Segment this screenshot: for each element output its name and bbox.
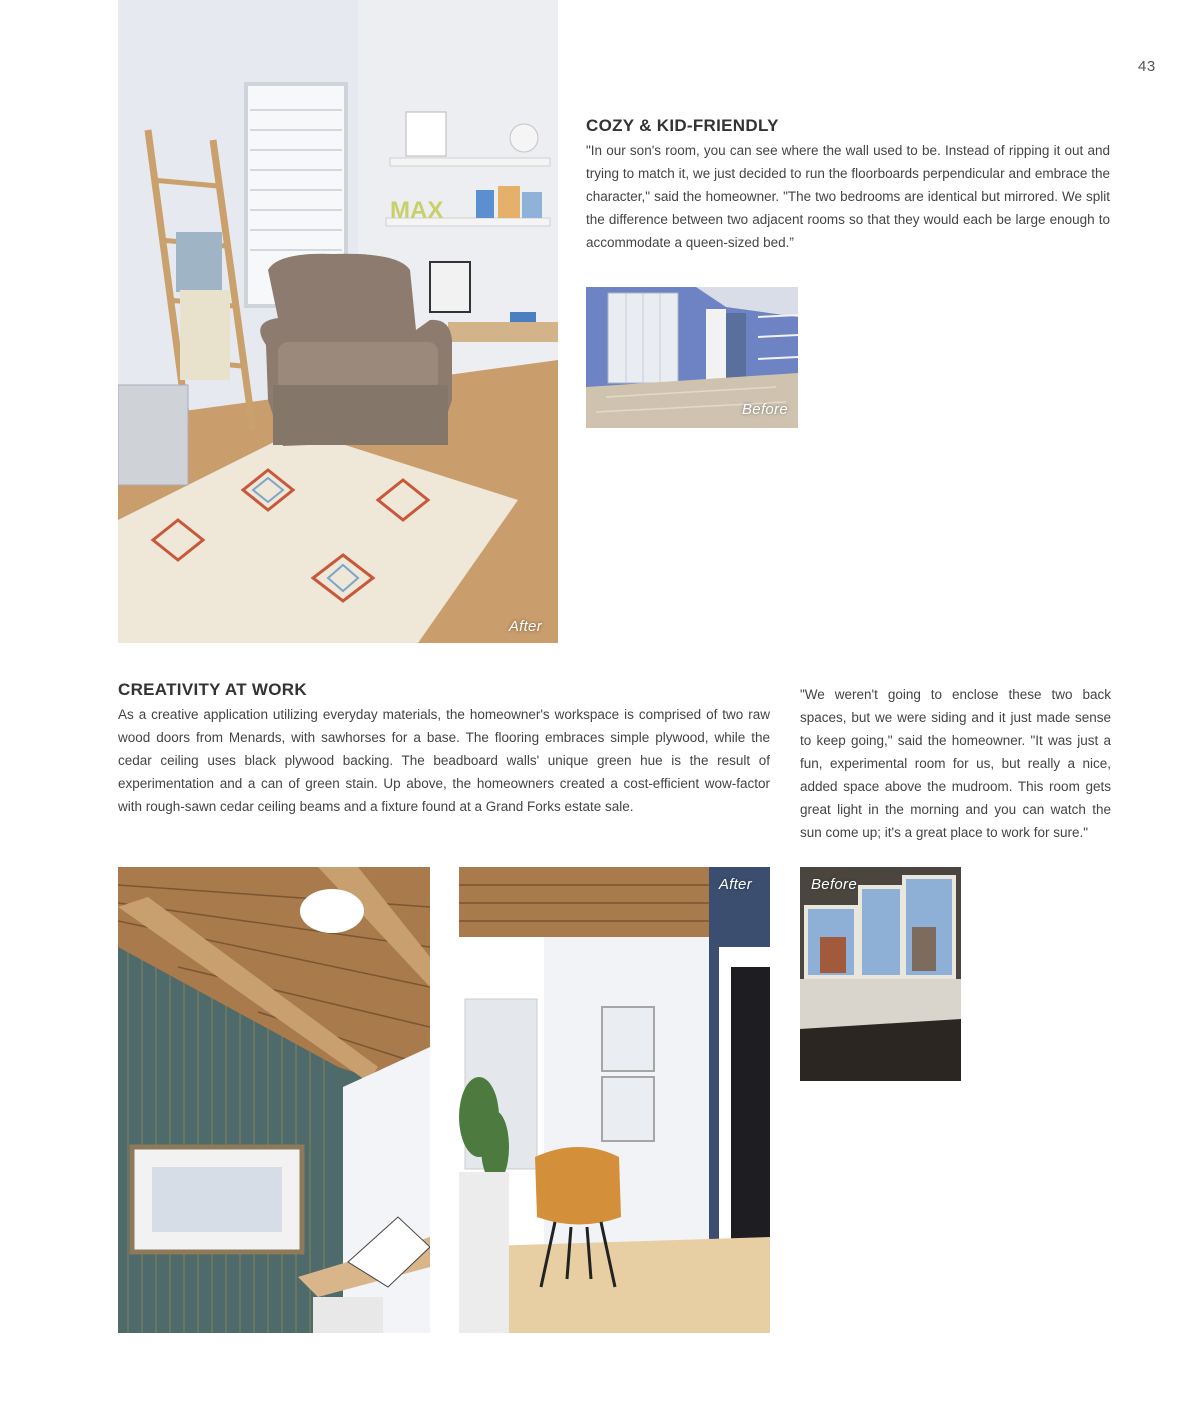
cozy-body: "In our son's room, you can see where the wall used to be. Instead of ripping it out and trying to match it, we just decided to run the floorboards perpendicular and embrace the character," said the homeowner. "The two bedrooms are identical but mirrored. We split the difference between two adjacent rooms so that they would each be large enough to accommodate a queen-sized bed.” <box>586 143 1110 250</box>
page-number: 43 <box>1138 58 1156 75</box>
before-label: Before <box>742 401 788 418</box>
creativity-heading: CREATIVITY AT WORK <box>118 680 307 699</box>
cozy-heading: COZY & KID-FRIENDLY <box>586 116 779 135</box>
bedroom-before-photo <box>586 287 798 428</box>
office-after-label: After <box>718 876 752 893</box>
office-wall-photo <box>118 867 430 1333</box>
office-before-label: Before <box>811 876 857 893</box>
nursery-after-photo <box>118 0 558 643</box>
after-label: After <box>508 618 542 635</box>
office-chair-after-photo <box>459 867 770 1333</box>
office-before-photo <box>800 867 961 1081</box>
nursery-letters: MAX <box>390 197 444 224</box>
creativity-body: As a creative application utilizing everyday materials, the homeowner's workspace is comprised of two raw wood doors from Menards, with sawhorses for a base. The flooring embraces simple plywood, while the cedar ceiling uses black plywood backing. The beadboard walls' unique green hue is the result of experimentation and a can of green stain. Up above, the homeowners created a cost-efficient wow-factor with rough-sawn cedar ceiling beams and a fixture found at a Grand Forks estate sale. <box>118 707 770 814</box>
creativity-quote: "We weren't going to enclose these two back spaces, but we were siding and it just made sense to keep going," said the homeowner. "It was just a fun, experimental room for us, but really a nice, added space above the mudroom. This room gets great light in the morning and you can watch the sun come up; it's a great place to work for sure." <box>800 687 1111 840</box>
